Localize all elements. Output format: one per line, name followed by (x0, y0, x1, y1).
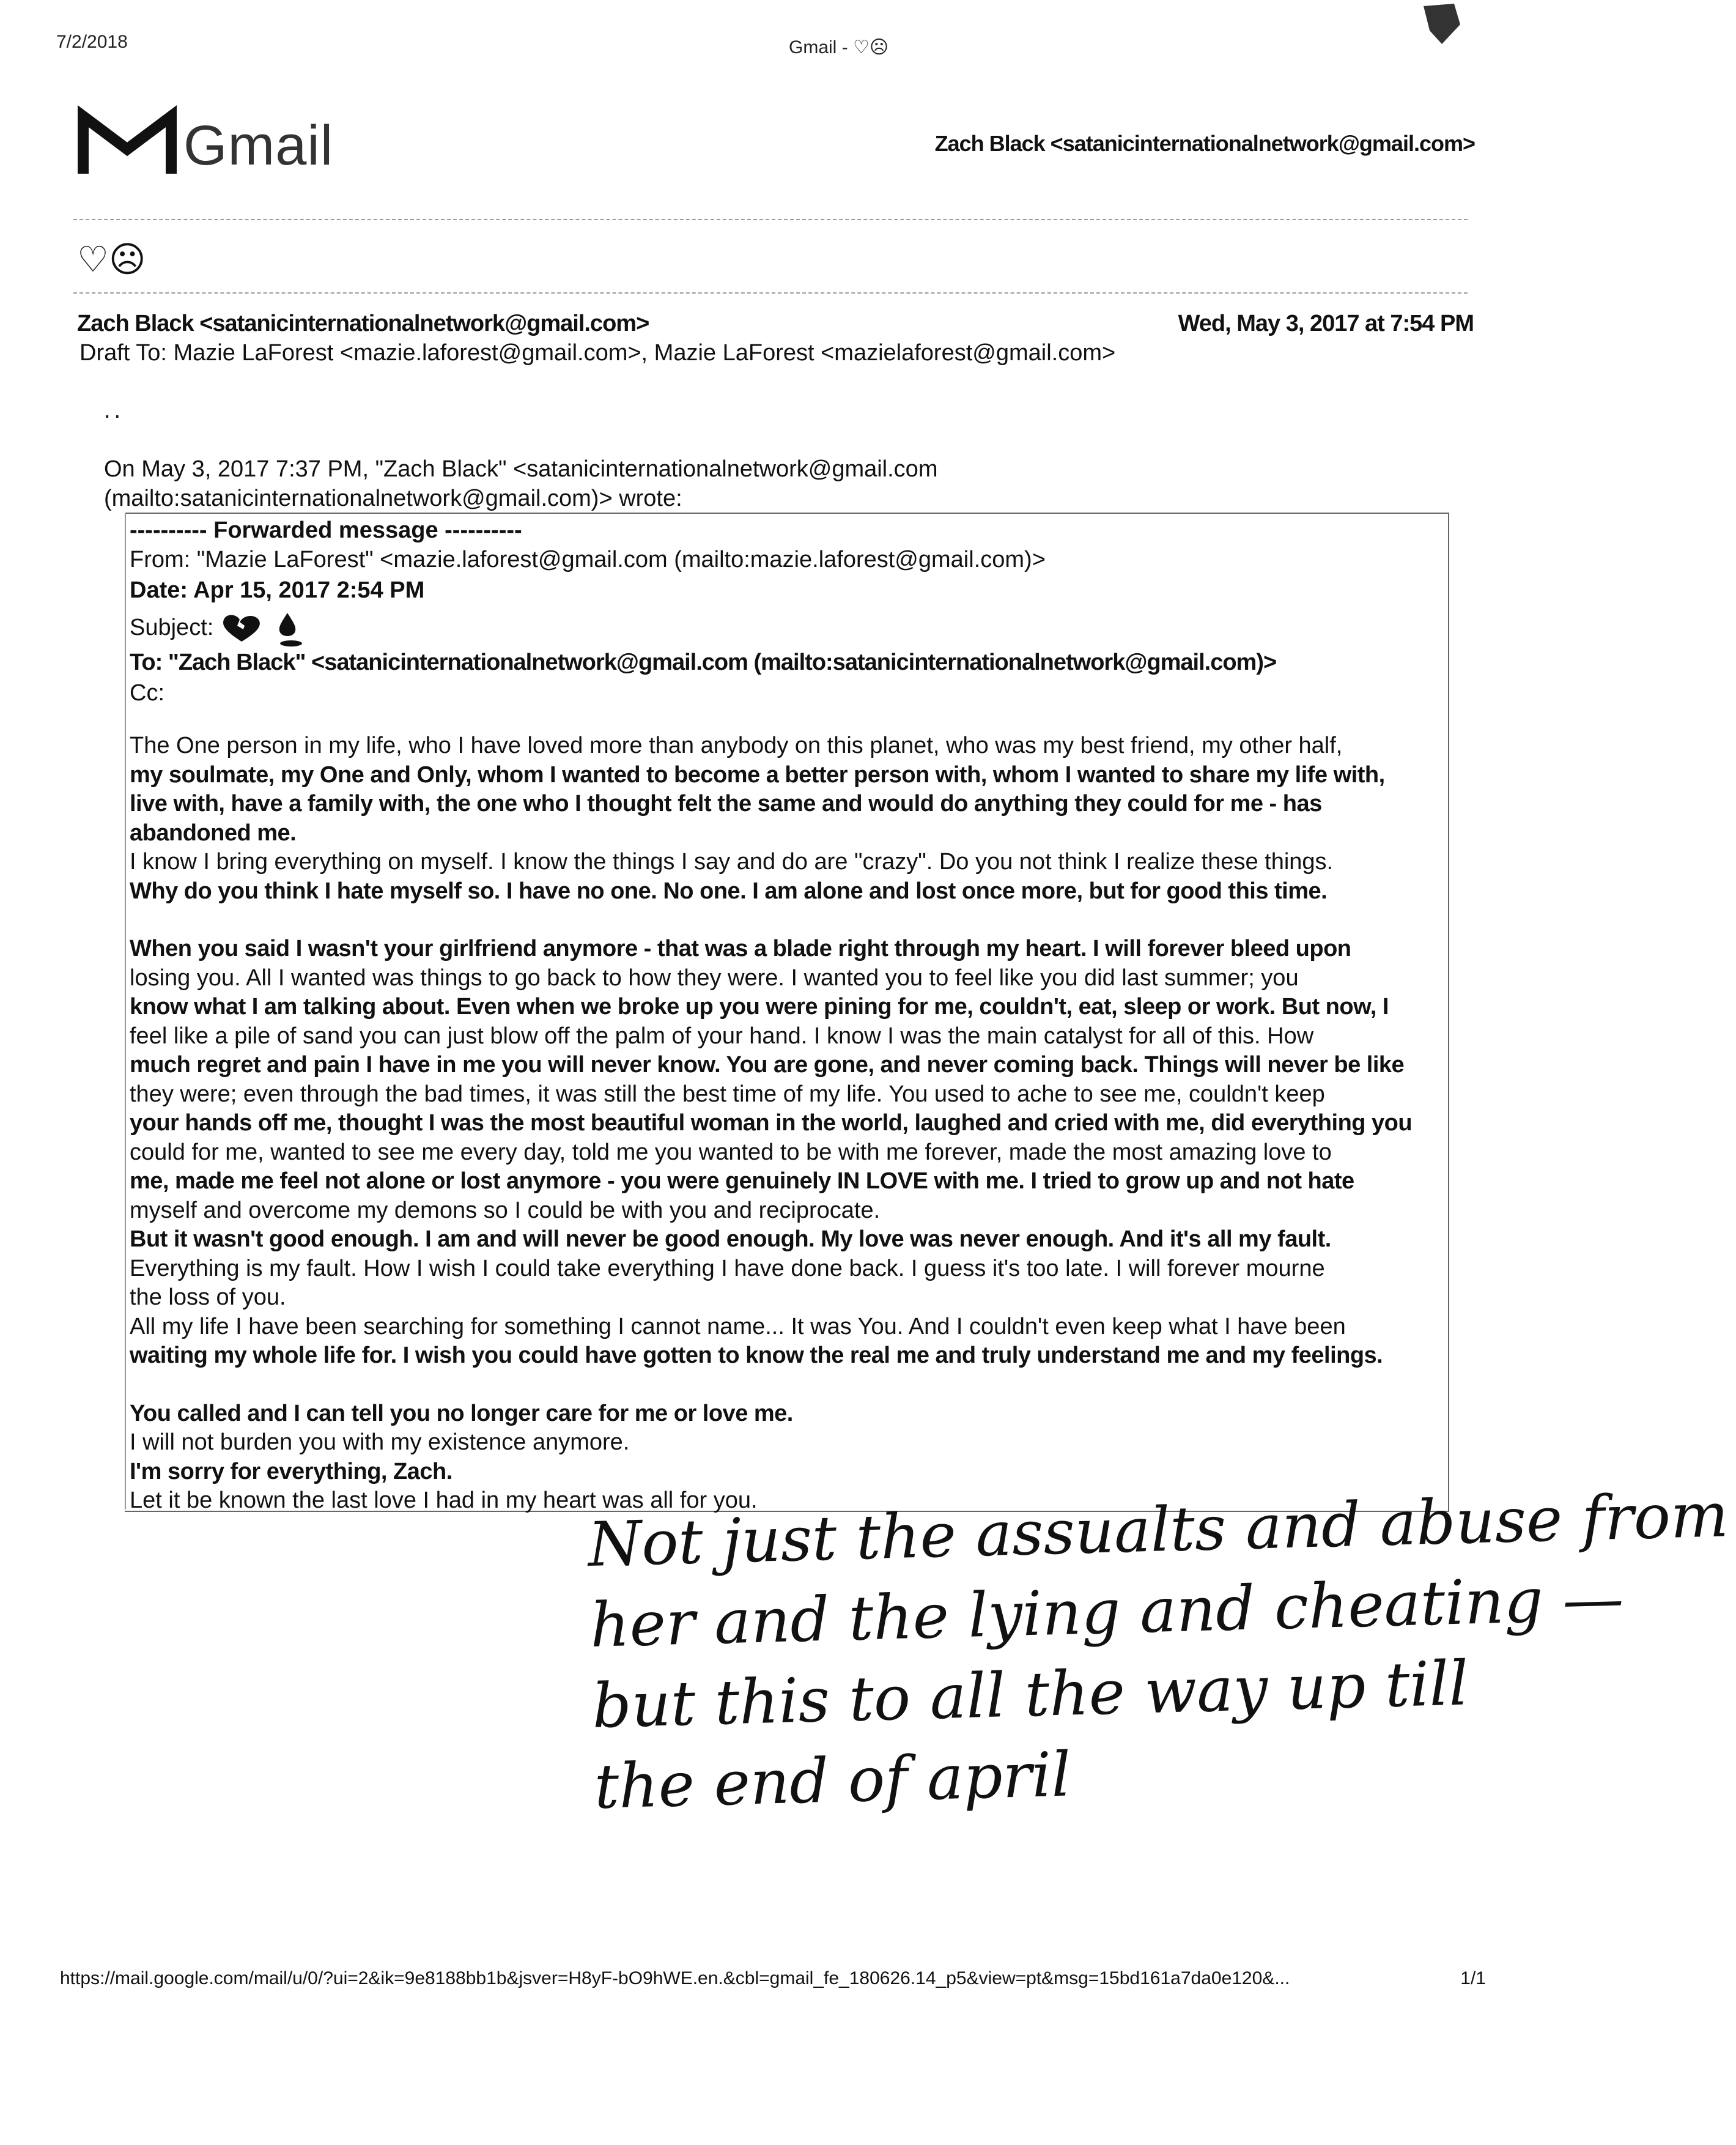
broken-heart-icon (220, 613, 263, 644)
body-line: myself and overcome my demons so I could be with you and reciprocate. (130, 1197, 881, 1223)
message-sender: Zach Black <satanicinternationalnetwork@gmail.com> (77, 311, 649, 336)
handwritten-line: the end of april (593, 1738, 1072, 1823)
handwritten-line: her and the lying and cheating — (589, 1562, 1625, 1661)
gmail-wordmark: Gmail (183, 114, 334, 177)
quote-bar (125, 513, 126, 1510)
gmail-m-icon (78, 110, 176, 177)
ellipsis: .. (104, 398, 125, 423)
handwritten-note (587, 1475, 1736, 1828)
print-title: Gmail - ♡☹ (789, 37, 889, 57)
body-line: Why do you think I hate myself so. I have no one. No one. I am alone and lost once more, but for good this time. (130, 878, 1328, 904)
divider (73, 219, 1468, 220)
body-line: I will not burden you with my existence anymore. (130, 1429, 630, 1455)
message-body (130, 732, 1444, 1516)
body-line: But it wasn't good enough. I am and will never be good enough. My love was never enough. And it's all my fault. (130, 1226, 1331, 1252)
forwarded-date: Date: Apr 15, 2017 2:54 PM (130, 577, 425, 603)
forwarded-from: From: "Mazie LaForest" <mazie.laforest@gmail.com (mailto:mazie.laforest@gmail.com)> (130, 547, 1046, 572)
body-line: I know I bring everything on myself. I know the things I say and do are "crazy". Do you not think I realize these things. (130, 849, 1334, 875)
handwritten-line: but this to all the way up till (591, 1647, 1469, 1742)
print-url: https://mail.google.com/mail/u/0/?ui=2&ik=9e8188bb1b&jsver=H8yF-bO9hWE.en.&cbl=gmail_fe_180626.14_p5&view=pt&msg=15bd161a7da0e120&... (60, 1968, 1290, 1988)
handwritten-line: Not just the assualts and abuse from (587, 1479, 1730, 1580)
forwarded-banner: ---------- Forwarded message ---------- (130, 517, 522, 543)
body-line: could for me, wanted to see me every day, told me you wanted to be with me forever, made the most amazing love to (130, 1139, 1332, 1165)
body-line: much regret and pain I have in me you will never know. You are gone, and never coming back. Things will never be like (130, 1052, 1405, 1078)
body-line: live with, have a family with, the one who I thought felt the same and would do anything they could for me - has (130, 791, 1322, 817)
body-line: my soulmate, my One and Only, whom I wanted to become a better person with, whom I wanted to share my life with, (130, 761, 1385, 788)
body-line: me, made me feel not alone or lost anymore - you were genuinely IN LOVE with me. I tried to grow up and not hate (130, 1168, 1354, 1194)
draft-recipients: Draft To: Mazie LaForest <mazie.laforest@gmail.com>, Mazie LaForest <mazielaforest@gmail.com> (79, 340, 1116, 366)
quote-attribution: On May 3, 2017 7:37 PM, "Zach Black" <satanicinternationalnetwork@gmail.com (104, 456, 938, 482)
print-date: 7/2/2018 (56, 32, 128, 52)
body-line: Everything is my fault. How I wish I could take everything I have done back. I guess it's too late. I will forever mourne (130, 1255, 1325, 1281)
quote-attribution-cont: (mailto:satanicinternationalnetwork@gmail.com)> wrote: (104, 486, 682, 511)
body-line: You called and I can tell you no longer care for me or love me. (130, 1400, 793, 1426)
body-line: All my life I have been searching for something I cannot name... It was You. And I couldn't even keep what I have been (130, 1313, 1346, 1339)
body-line: your hands off me, thought I was the most beautiful woman in the world, laughed and cried with me, did everything you (130, 1110, 1413, 1136)
account-email: Zach Black <satanicinternationalnetwork@gmail.com> (934, 131, 1475, 156)
page-number: 1/1 (1460, 1968, 1486, 1988)
body-line: I'm sorry for everything, Zach. (130, 1458, 452, 1484)
scribble-mark (1417, 0, 1466, 46)
droplet-icon (269, 610, 306, 647)
body-line: abandoned me. (130, 820, 297, 846)
body-line: When you said I wasn't your girlfriend anymore - that was a blade right through my heart. I will forever bleed upon (130, 936, 1351, 961)
body-line: Let it be known the last love I had in my heart was all for you. (130, 1487, 758, 1513)
body-line: losing you. All I wanted was things to go back to how they were. I wanted you to feel like you did last summer; you (130, 965, 1299, 991)
thread-subject: ♡☹ (77, 240, 146, 280)
forwarded-to: To: "Zach Black" <satanicinternationalnetwork@gmail.com (mailto:satanicinternationalnetwork@gmail.com)> (130, 650, 1277, 675)
forwarded-subject (130, 610, 306, 647)
body-line: know what I am talking about. Even when we broke up you were pining for me, couldn't, eat, sleep or work. But now, I (130, 994, 1389, 1020)
message-date: Wed, May 3, 2017 at 7:54 PM (1178, 311, 1474, 336)
divider (73, 292, 1468, 294)
subject-label: Subject: (130, 615, 214, 641)
body-line: the loss of you. (130, 1284, 286, 1310)
body-line: they were; even through the bad times, it was still the best time of my life. You used to ache to see me, couldn't keep (130, 1081, 1325, 1107)
body-line: waiting my whole life for. I wish you could have gotten to know the real me and truly understand me and my feelings. (130, 1343, 1383, 1368)
body-line: The One person in my life, who I have loved more than anybody on this planet, who was my best friend, my other half, (130, 733, 1343, 758)
body-line: feel like a pile of sand you can just blow off the palm of your hand. I know I was the main catalyst for all of this. How (130, 1023, 1314, 1049)
forwarded-cc: Cc: (130, 680, 164, 706)
